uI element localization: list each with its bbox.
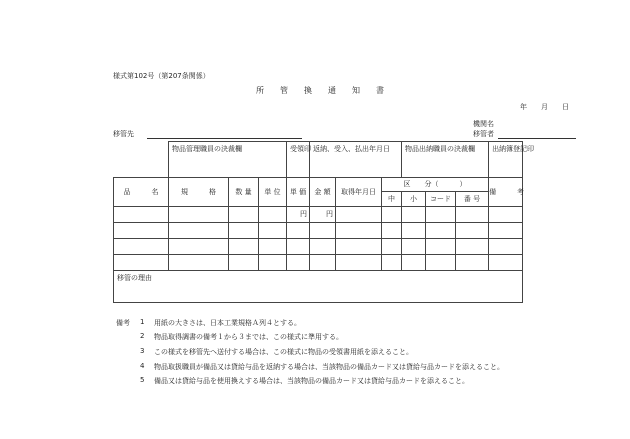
header-unit: 単 位	[259, 178, 287, 207]
header-quantity: 数 量	[229, 178, 259, 207]
header-amount: 金 額	[310, 178, 336, 207]
header-remarks: 備 考	[489, 178, 523, 207]
return-date-label: 返納、受入、払出年月日	[313, 145, 391, 153]
transferor-underline	[498, 138, 576, 139]
header-small: 小	[402, 192, 426, 207]
reason-cell	[114, 271, 523, 303]
disbursing-decision-label: 物品出納職員の決裁欄	[405, 145, 476, 153]
receipt-seal-label: 受領印	[290, 145, 312, 153]
note-text: 備品又は貸給与品を使用換えする場合は、当該物品の備品カード又は貸給与品カードを添えること。	[154, 377, 469, 385]
notes-label: 備考	[116, 319, 130, 327]
return-date-cell	[310, 142, 402, 178]
transfer-table	[113, 141, 535, 303]
note-num: 1	[140, 318, 145, 326]
header-middle: 中	[382, 192, 402, 207]
form-number: 様式第102号（第207条関係）	[113, 72, 210, 80]
transferee-label: 移管先	[113, 130, 134, 138]
reason-label: 移管の理由	[117, 274, 152, 282]
yen-unit-price: 円	[300, 210, 308, 218]
header-spec: 規 格	[169, 178, 229, 207]
table-row	[114, 239, 523, 255]
note-num: 2	[140, 332, 145, 340]
header-number: 番 号	[456, 192, 489, 207]
agency-label: 機関名	[473, 120, 494, 128]
note-text: 物品取扱職員が備品又は貸給与品を返納する場合は、当該物品の備品カード又は貸給与品カードを添えること。	[154, 363, 504, 371]
header-unit-price: 単 価	[287, 178, 310, 207]
table-row	[114, 207, 523, 223]
header-acquired-date: 取得年月日	[336, 178, 382, 207]
custodian-decision-label: 物品管理職員の決裁欄	[172, 145, 242, 153]
header-item: 品 名	[114, 178, 169, 207]
page-title: 所 管 換 通 知 書	[256, 86, 384, 95]
blank-corner	[114, 142, 169, 178]
transferor-label: 移管者	[473, 130, 494, 138]
ledger-seal-cell	[489, 142, 535, 178]
receipt-seal-cell	[287, 142, 310, 178]
ledger-seal-label: 出納簿登記印	[492, 145, 535, 153]
note-text: 物品取得調書の備考１から３までは、この様式に準用する。	[154, 333, 343, 341]
header-category: 区 分（ ）	[382, 178, 489, 192]
note-num: 3	[140, 347, 145, 355]
table-row	[114, 255, 523, 271]
note-num: 4	[140, 362, 145, 370]
disbursing-decision-cell	[402, 142, 489, 178]
custodian-decision-cell	[169, 142, 287, 178]
date-line: 年 月 日	[520, 103, 569, 111]
note-text: この様式を移管先へ送付する場合は、この様式に物品の受領書用紙を添えること。	[154, 348, 413, 356]
yen-amount: 円	[326, 210, 334, 218]
table-row	[114, 223, 523, 239]
note-num: 5	[140, 376, 145, 384]
note-text: 用紙の大きさは、日本工業規格Ａ列４とする。	[154, 319, 301, 327]
transferee-underline	[147, 138, 302, 139]
header-code: コード	[426, 192, 456, 207]
